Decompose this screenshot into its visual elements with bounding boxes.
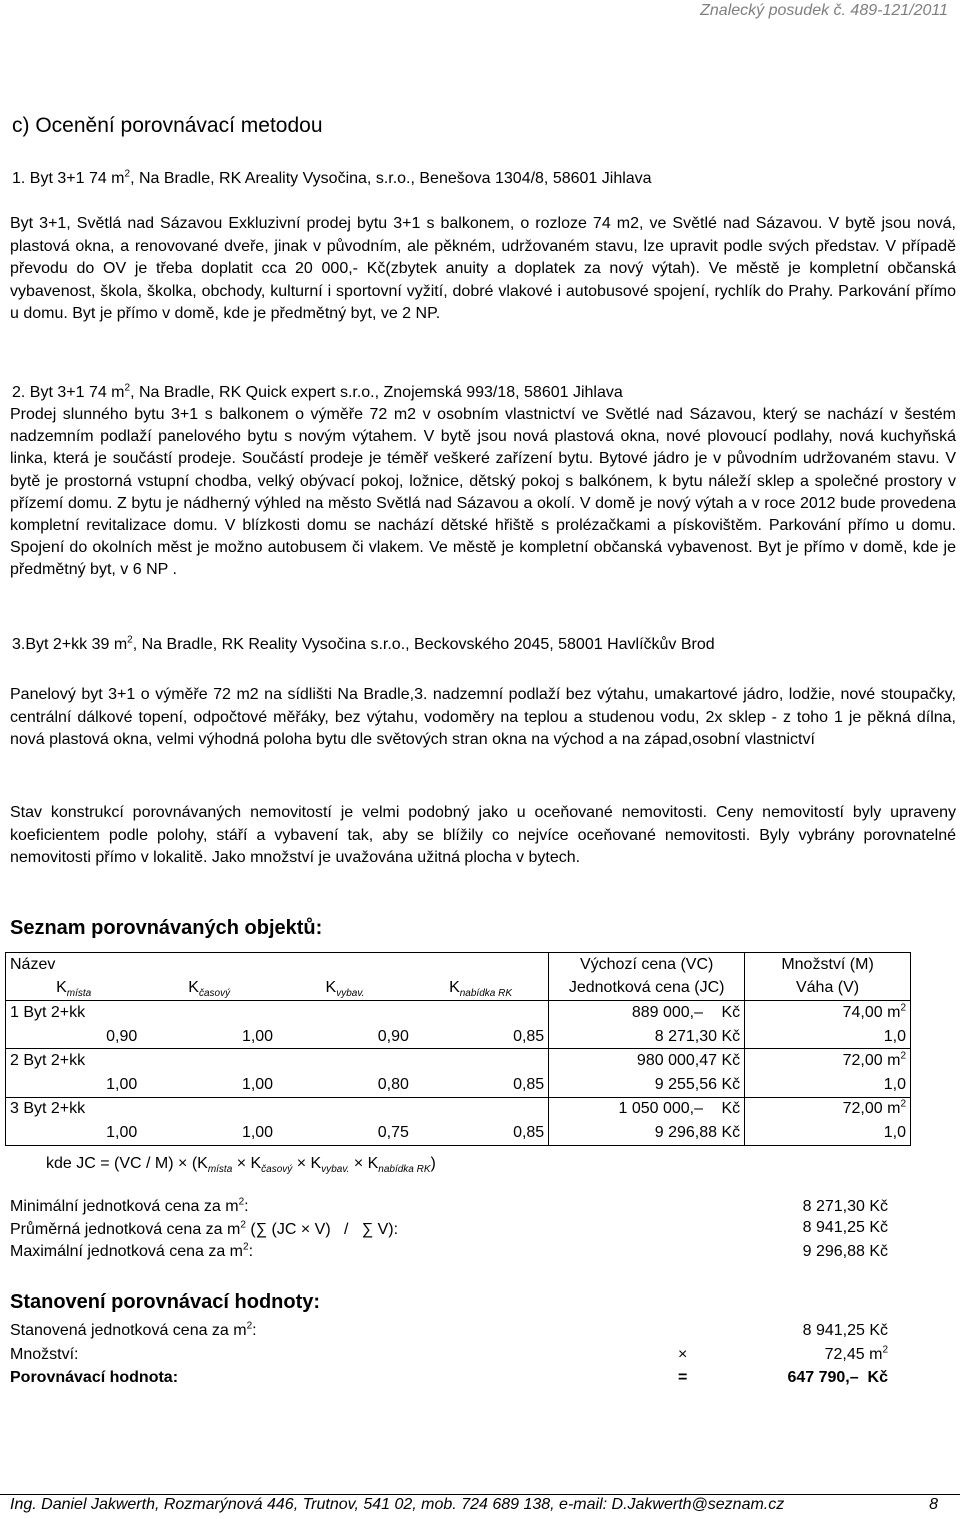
row-k-time: 1,00 [141, 1073, 277, 1097]
item3-title: 3.Byt 2+kk 39 $m^2$, Na Bradle, RK Reality Vysočina s.r.o., Beckovského 2045, 58001 Havlíčkův Brod [12, 634, 715, 653]
row-k-time: 1,00 [141, 1121, 277, 1145]
valuation-heading: Stanovení porovnávací hodnoty: [10, 1291, 321, 1313]
row-quantity: 72,00 $m^2$ [745, 1049, 911, 1073]
item1-description: Byt 3+1, Světlá nad Sázavou Exkluzivní prodej bytu 3+1 s balkonem, o rozloze 74 m2, ve Světlé nad Sázavou. V bytě jsou nová, plastová okna, a renovované dveře, jinak v původním, ale pěkném, udržovaném stavu, lze upravit podle svých představ. V případě převodu do OV je třeba doplatit cca 20 000,- Kč(zbytek anuity a doplatek za nový výtah). Ve městě je kompletní občanská vybavenost, škola, školka, obchody, kulturní i sportovní vyžití, dobré vlakové i autobusové spojení, rychlík do Prahy. Parkování přímo u domu. Byt je přímo v domě, kde je předmětný byt, ve 2 NP. [10, 215, 956, 323]
row-quantity: 74,00 $m^2$ [745, 1001, 911, 1025]
row-name: 1 Byt 2+kk [6, 1001, 549, 1025]
row-k-offer: 0,85 [413, 1025, 549, 1049]
row-initial-price: 980 000,47 Kč [549, 1049, 745, 1073]
row-name: 3 Byt 2+kk [6, 1097, 549, 1121]
list-heading: Seznam porovnávaných objektů: [10, 917, 323, 939]
avg-unit-price-label: Průměrná jednotková cena za $m^2$ (∑ (JC × V) / ∑ V): [10, 1219, 399, 1238]
row-k-equipment: 0,90 [277, 1025, 413, 1049]
header-k-time: $K_{časový}$ [141, 977, 277, 1001]
header-initial-price: Výchozí cena (VC) [549, 953, 745, 977]
table-row [6, 1049, 911, 1073]
footer-divider [0, 1494, 960, 1495]
header-name: Název [6, 953, 549, 977]
table-row [6, 1025, 911, 1049]
table-row [6, 1121, 911, 1145]
avg-unit-price-value: 8 941,25 Kč [802, 1219, 888, 1236]
header-k-location: $K_{místa}$ [6, 977, 142, 1001]
item3-description: Panelový byt 3+1 o výměře 72 m2 na sídlišti Na Bradle,3. nadzemní podlaží bez výtahu, umakartové jádro, lodžie, nové stoupačky, centrální dálkové topení, odpočtové měřáky, bez výtahu, vodoměry na teplou a studenou vodu, 2x sklep - z toho 1 je pěkná dílna, nová plastová okna, velmi výhodná poloha bytu dle světových stran okna na východ a na západ,osobní vlastnictví [10, 686, 956, 749]
quantity-value: 72,45 $m^2$ [824, 1344, 888, 1363]
quantity-label: Množství: [10, 1346, 79, 1363]
row-k-location: 1,00 [6, 1121, 142, 1145]
header-k-equipment: $K_{vybav.}$ [277, 977, 413, 1001]
row-k-equipment: 0,80 [277, 1073, 413, 1097]
row-weight: 1,0 [745, 1121, 911, 1145]
table-row [6, 1097, 911, 1121]
table-row [6, 1001, 911, 1025]
header-unit-price: Jednotková cena (JC) [549, 977, 745, 1001]
table-row [6, 1073, 911, 1097]
item2-description: Prodej slunného bytu 3+1 s balkonem o výměře 72 m2 v osobním vlastnictví ve Světlé nad Sázavou, který se nachází v šestém nadzemním podlaží panelového bytu s novým výtahem. V bytě jsou nová plastová okna, nové plovoucí podlahy, nová kuchyňská linka, která je součástí prodeje. Součástí prodeje je téměř veškeré zařízení bytu. Bytové jádro je v původním udržovaném stavu. V bytě je prostorná vstupní chodba, velký obývací pokoj, ložnice, dětský pokoj s balkónem, k bytu náleží sklep a společné prostory v přízemí domu. Z bytu je nádherný výhled na město Světlá nad Sázavou a okolí. V domě je nový výtah a v roce 2012 bude provedena kompletní revitalizace domu. V blízkosti domu se nachází dětské hřiště s prolézačkami a pískovištěm. Parkování přímo u domu. Spojení do okolních měst je možno autobusem či vlakem. Ve městě je kompletní občanská vybavenost. Byt je přímo v domě, kde je předmětný byt, v 6 NP . [10, 406, 956, 579]
summary-paragraph: Stav konstrukcí porovnávaných nemovitostí je velmi podobný jako u oceňované nemovitosti. Ceny nemovitostí byly upraveny koeficientem podle polohy, stáří a vybavení tak, aby se blížily co nejvíce oceňované nemovitosti. Byly vybrány porovnatelné nemovitosti přímo v lokalitě. Jako množství je uvažována užitná plocha v bytech. [10, 804, 956, 867]
row-initial-price: 1 050 000,– Kč [549, 1097, 745, 1121]
row-unit-price: 8 271,30 Kč [549, 1025, 745, 1049]
footer-contact: Ing. Daniel Jakwerth, Rozmarýnová 446, Trutnov, 541 02, mob. 724 689 138, e-mail: D.Jakwerth@seznam.cz [10, 1496, 785, 1513]
unit-price-formula: kde JC = $(VC / M) \times (K_{místa} \times K_{časový} \times K_{vybav.} \times K_{nabídka RK})$ [46, 1155, 436, 1175]
comparative-value: 647 790,– Kč [787, 1369, 888, 1386]
row-k-equipment: 0,75 [277, 1121, 413, 1145]
header-quantity: Množství (M) [745, 953, 911, 977]
max-unit-price-value: 9 296,88 Kč [802, 1243, 888, 1260]
row-k-location: 0,90 [6, 1025, 142, 1049]
min-unit-price-value: 8 271,30 Kč [802, 1198, 888, 1215]
comparison-table [5, 952, 911, 1146]
min-unit-price-label: Minimální jednotková cena za $m^2$: [10, 1196, 249, 1215]
max-unit-price-label: Maximální jednotková cena za $m^2$: [10, 1241, 254, 1260]
comparative-value-label: Porovnávací hodnota: [10, 1369, 179, 1386]
row-weight: 1,0 [745, 1073, 911, 1097]
multiply-sign: × [678, 1346, 688, 1363]
header-k-offer: $K_{nabídka RK}$ [413, 977, 549, 1001]
row-unit-price: 9 255,56 Kč [549, 1073, 745, 1097]
item1-title: 1. Byt 3+1 74 $m^2$, Na Bradle, RK Areality Vysočina, s.r.o., Benešova 1304/8, 58601 Jihlava [12, 168, 652, 187]
table-header-row [6, 977, 911, 1001]
row-name: 2 Byt 2+kk [6, 1049, 549, 1073]
row-k-offer: 0,85 [413, 1121, 549, 1145]
page-number: 8 [929, 1496, 938, 1513]
item2-title: 2. Byt 3+1 74 $m^2$, Na Bradle, RK Quick expert s.r.o., Znojemská 993/18, 58601 Jihlava [12, 382, 623, 401]
row-k-time: 1,00 [141, 1025, 277, 1049]
equals-sign: = [678, 1369, 688, 1386]
row-weight: 1,0 [745, 1025, 911, 1049]
header-weight: Váha (V) [745, 977, 911, 1001]
row-k-offer: 0,85 [413, 1073, 549, 1097]
section-title: c) Ocenění porovnávací metodou [12, 114, 323, 137]
set-unit-price-value: 8 941,25 Kč [802, 1322, 888, 1339]
row-unit-price: 9 296,88 Kč [549, 1121, 745, 1145]
table-header-row [6, 953, 911, 977]
row-initial-price: 889 000,– Kč [549, 1001, 745, 1025]
row-k-location: 1,00 [6, 1073, 142, 1097]
document-header: Znalecký posudek č. 489-121/2011 [700, 2, 948, 19]
row-quantity: 72,00 $m^2$ [745, 1097, 911, 1121]
set-unit-price-label: Stanovená jednotková cena za $m^2$: [10, 1320, 257, 1339]
